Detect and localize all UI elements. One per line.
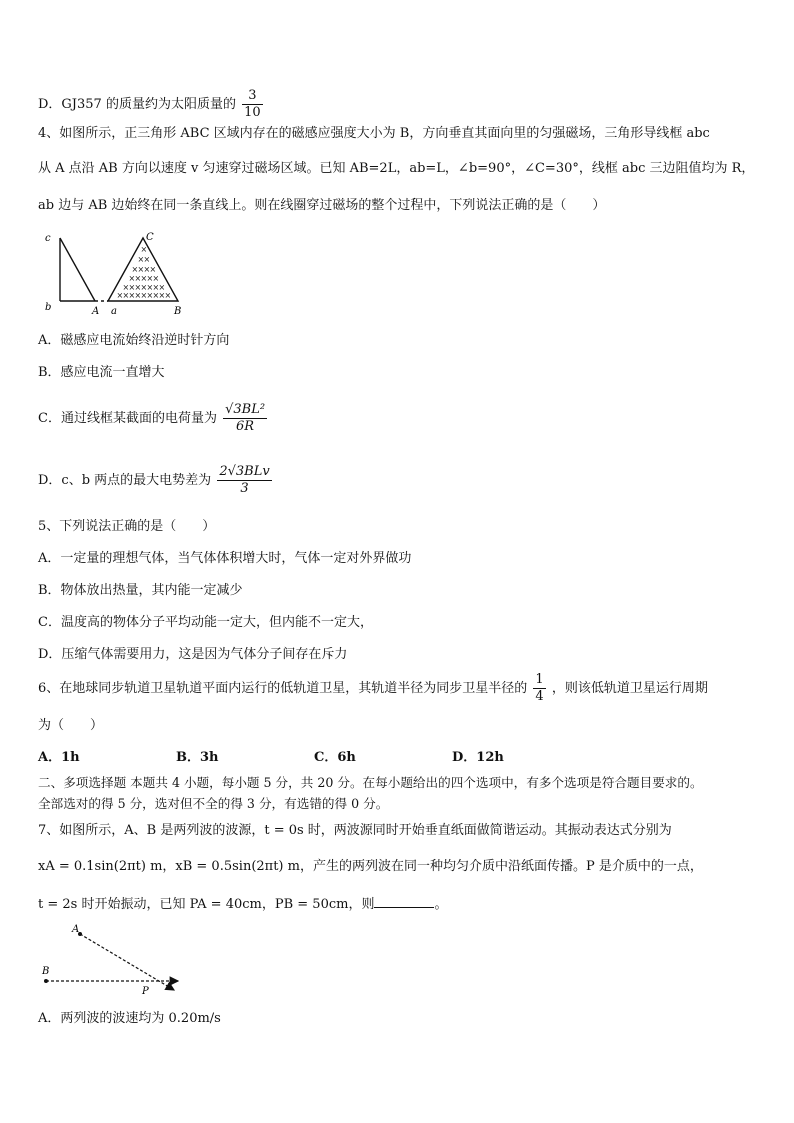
field-cross-mark: × [164,291,172,300]
field-cross-mark: × [122,291,130,300]
q6-stem-line-1 [38,672,708,705]
q6-option-a: A．1h [38,750,80,765]
q7-option-a: A．两列波的波速均为 0.20m/s [38,1011,221,1026]
fraction-denominator: 6R [236,419,255,434]
label-c: c [45,233,51,244]
q6-option-d: D．12h [452,750,504,765]
field-cross-mark: × [152,283,160,292]
field-cross-mark: × [137,255,145,264]
field-cross-mark: × [128,291,136,300]
field-cross-mark: × [140,245,148,254]
field-cross-mark: × [152,274,160,283]
q3-option-d [38,88,265,121]
field-cross-mark: × [149,265,157,274]
fraction-numerator: 1 [535,672,544,687]
label-A: A [92,306,100,317]
q4-option-c-text: C．通过线框某截面的电荷量为 [38,411,217,426]
section-2-heading-line-2: 全部选对的得 5 分，选对但不全的得 3 分，有选错的得 0 分。 [38,796,389,811]
label-C: C [146,232,154,243]
q6-option-b: B．3h [176,750,219,765]
label-B: B [42,966,50,977]
field-cross-mark: × [134,274,142,283]
q4-option-a: A．磁感应电流始终沿逆时针方向 [38,333,230,348]
q4-option-b: B．感应电流一直增大 [38,365,165,380]
q4-option-d-text: D．c、b 两点的最大电势差为 [38,473,212,488]
field-cross-mark: × [146,283,154,292]
field-cross-mark: × [140,291,148,300]
field-cross-mark: × [140,274,148,283]
field-cross-mark: × [116,291,124,300]
field-cross-marks [117,245,172,300]
q6-stem-line-2: 为（ ） [38,718,104,733]
field-cross-mark: × [134,291,142,300]
field-cross-mark: × [134,283,142,292]
field-cross-mark: × [137,265,145,274]
q5-option-c: C．温度高的物体分子平均动能一定大，但内能不一定大， [38,615,373,630]
q6-option-c: C．6h [314,750,356,765]
field-cross-mark: × [140,283,148,292]
q3-option-d-fraction [242,88,263,121]
q5-option-d: D．压缩气体需要用力，这是因为气体分子间存在斥力 [38,647,348,662]
q4-option-c-fraction [223,402,267,435]
q5-option-a: A．一定量的理想气体，当气体体积增大时，气体一定对外界做功 [38,551,412,566]
field-cross-mark: × [128,274,136,283]
q7-stem-line-1: 7、如图所示，A、B 是两列波的波源，t = 0s 时，两波源同时开始垂直纸面做简谐运动。其振动表达式分别为 [38,823,672,838]
label-a: a [111,306,117,317]
q4-option-d-fraction [217,464,271,497]
q5-stem: 5、下列说法正确的是（ ） [38,519,216,534]
wire-frame-ca [60,238,95,301]
label-A: A [72,924,80,935]
fraction-denominator: 10 [244,105,261,120]
q7-stem-text: t = 2s 时开始振动，已知 PA = 40cm，PB = 50cm，则 [38,897,375,912]
label-B: B [174,306,182,317]
q6-fraction [533,672,545,705]
q4-stem-line-1: 4、如图所示，正三角形 ABC 区域内存在的磁感应强度大小为 B，方向垂直其面向里的匀强磁场，三角形导线框 abc [38,126,710,141]
label-b: b [45,302,52,313]
q7-stem-suffix: 。 [434,897,448,912]
q4-figure [40,228,200,318]
q4-option-c [38,402,269,435]
field-cross-mark: × [143,265,151,274]
fraction-denominator: 4 [535,689,544,704]
field-cross-mark: × [146,291,154,300]
answer-blank [374,895,434,908]
field-cross-mark: × [128,283,136,292]
field-cross-mark: × [122,283,130,292]
q7-stem-line-3 [38,895,447,914]
q7-figure [38,920,198,998]
fraction-denominator: 3 [240,481,249,496]
q4-stem-line-3: ab 边与 AB 边始终在同一条直线上。则在线圈穿过磁场的整个过程中，下列说法正确的是（ ） [38,198,606,213]
field-cross-mark: × [152,291,160,300]
label-P: P [142,986,149,997]
field-cross-mark: × [158,283,166,292]
field-cross-mark: × [146,274,154,283]
fraction-numerator: 2√3BLv [219,464,270,479]
q6-stem-text: 6、在地球同步轨道卫星轨道平面内运行的低轨道卫星，其轨道半径为同步卫星半径的 [38,681,528,696]
q4-stem-line-2: 从 A 点沿 AB 方向以速度 v 匀速穿过磁场区域。已知 AB=2L，ab=L，∠b=90°，∠C=30°，线框 abc 三边阻值均为 R， [38,161,755,176]
fraction-numerator: 3 [242,88,263,105]
q6-stem-suffix: ，则该低轨道卫星运行周期 [551,681,708,696]
q4-option-d [38,464,274,497]
field-cross-mark: × [143,255,151,264]
q5-option-b: B．物体放出热量，其内能一定减少 [38,583,243,598]
section-2-heading-line-1: 二、多项选择题 本题共 4 小题，每小题 5 分，共 20 分。在每小题给出的四个选项中，有多个选项是符合题目要求的。 [38,775,703,790]
field-cross-mark: × [158,291,166,300]
fraction-numerator: √3BL² [225,402,266,417]
field-cross-mark: × [131,265,139,274]
q7-stem-line-2: xA = 0.1sin(2πt) m，xB = 0.5sin(2πt) m，产生的两列波在同一种均匀介质中沿纸面传播。P 是介质中的一点， [38,859,703,874]
q3-option-d-text: D．GJ357 的质量约为太阳质量的 [38,97,236,112]
